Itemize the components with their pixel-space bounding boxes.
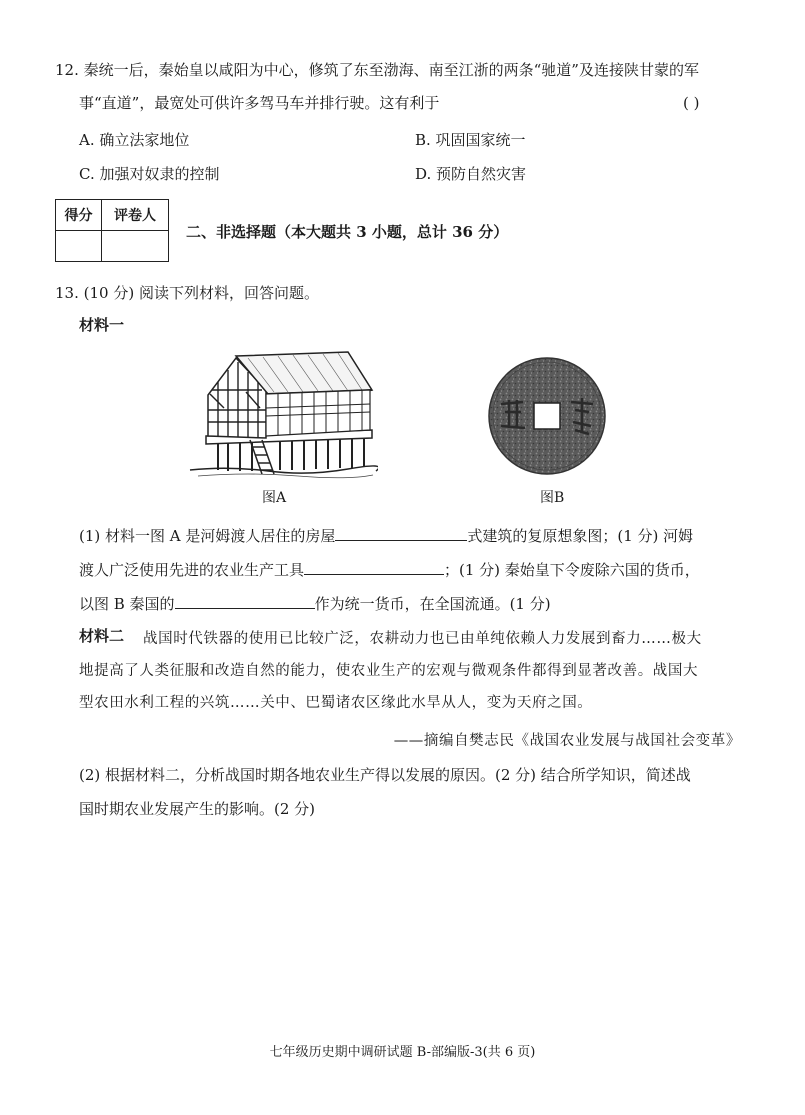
q12-option-b: B. 巩固国家统一	[415, 131, 526, 149]
page-footer: 七年级历史期中调研试题 B-部编版-3(共 6 页)	[269, 1045, 536, 1060]
grader-cell	[102, 231, 169, 262]
q13-stem: 13. (10 分) 阅读下列材料，回答问题。	[55, 284, 319, 302]
q13-p2-line2: 国时期农业发展产生的影响。(2 分)	[79, 800, 316, 818]
q12-answer-slot: ( )	[683, 94, 700, 112]
material2-line1: 战国时代铁器的使用已比较广泛，农耕动力也已由单纯依赖人力发展到畜力……极大	[143, 631, 702, 647]
q12-line2: 事“直道”，最宽处可供许多驾马车并排行驶。这有利于	[79, 94, 440, 112]
q13-p1-e: 以图 B 秦国的	[79, 595, 175, 613]
q13-p1-line3	[79, 591, 551, 614]
q13-p1-line2	[79, 557, 700, 580]
q12-option-d: D. 预防自然灾害	[415, 165, 527, 183]
q13-p1-a: (1) 材料一图 A 是河姆渡人居住的房屋	[79, 527, 336, 545]
grader-label: 评卷人	[102, 200, 169, 231]
qin-coin-illustration	[487, 356, 607, 476]
score-box	[55, 199, 169, 262]
q12-option-c: C. 加强对奴隶的控制	[79, 165, 220, 183]
q13-p2-line1: (2) 根据材料二，分析战国时期各地农业生产得以发展的原因。(2 分) 结合所学知识，简述战	[79, 766, 691, 784]
answer-blank-3[interactable]	[175, 591, 315, 609]
material1-label: 材料一	[79, 316, 125, 334]
stilt-house-illustration	[188, 350, 378, 480]
score-cell	[56, 231, 102, 262]
q13-p1-line1	[79, 523, 693, 546]
material2-line3: 型农田水利工程的兴筑……关中、巴蜀诸农区缘此水旱从人，变为天府之国。	[79, 695, 593, 711]
q13-p1-b: 式建筑的复原想象图；(1 分) 河姆	[467, 527, 694, 545]
q13-p1-f: 作为统一货币，在全国流通。(1 分)	[314, 595, 551, 613]
material2-line2: 地提高了人类征服和改造自然的能力，使农业生产的宏观与微观条件都得到显著改善。战国大	[79, 663, 699, 679]
q13-p1-c: 渡人广泛使用先进的农业生产工具	[79, 561, 305, 579]
section-title: 二、非选择题（本大题共 3 小题，总计 36 分）	[186, 223, 509, 241]
figure-b-caption: 图B	[540, 490, 565, 506]
material2-source: ——摘编自樊志民《战国农业发展与战国社会变革》	[393, 733, 741, 749]
answer-blank-1[interactable]	[335, 523, 467, 541]
answer-blank-2[interactable]	[304, 557, 444, 575]
score-label: 得分	[56, 200, 102, 231]
figure-a-caption: 图A	[262, 490, 287, 506]
q13-p1-d: ；(1 分) 秦始皇下令废除六国的货币，	[444, 561, 700, 579]
material2-label: 材料二	[79, 627, 125, 645]
q12-line1: 12. 秦统一后，秦始皇以咸阳为中心，修筑了东至渤海、南至江浙的两条“驰道”及连接陕甘蒙的军	[55, 61, 699, 79]
q12-option-a: A. 确立法家地位	[79, 131, 190, 149]
